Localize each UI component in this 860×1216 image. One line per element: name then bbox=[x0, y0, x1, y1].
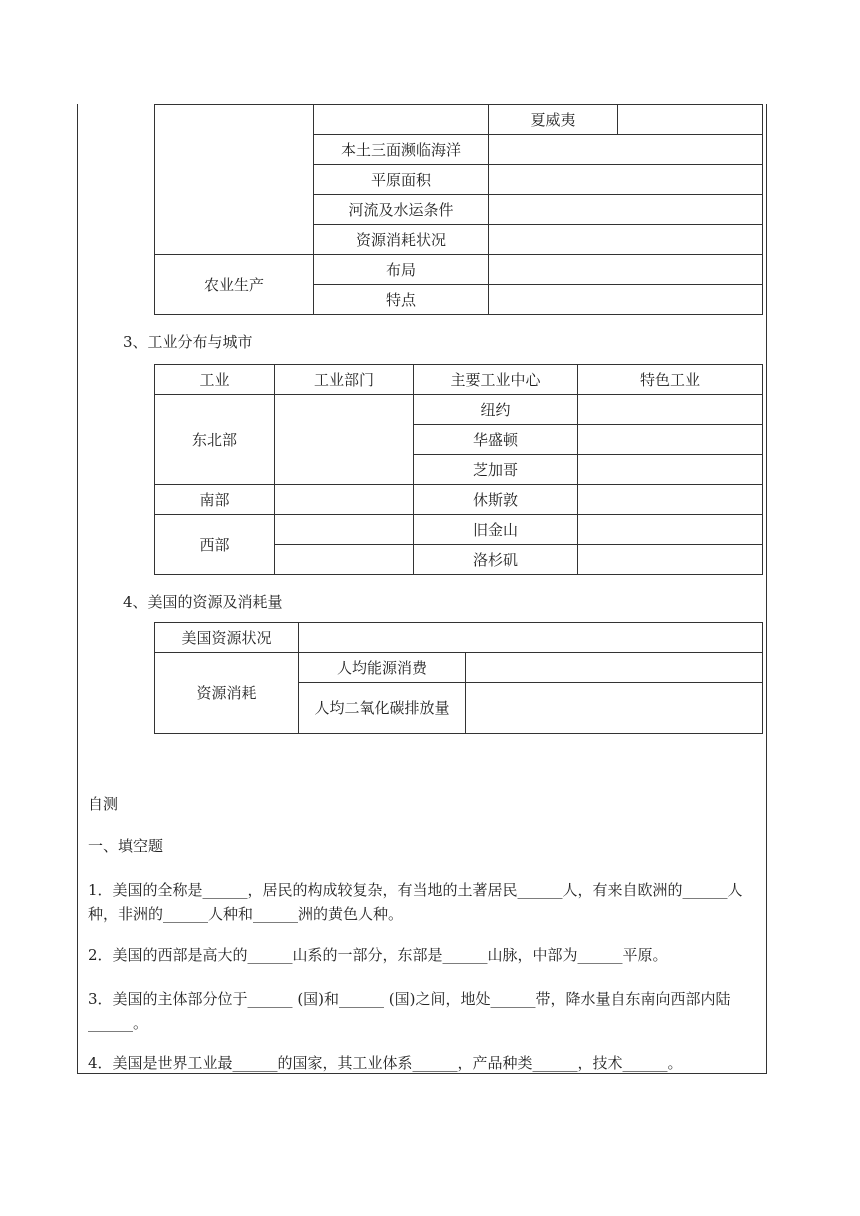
region-label: 东北部 bbox=[155, 395, 275, 485]
answer-cell[interactable] bbox=[489, 255, 763, 285]
fill-blank-heading: 一、填空题 bbox=[88, 837, 164, 855]
row-label: 河流及水运条件 bbox=[314, 195, 489, 225]
city-label: 洛杉矶 bbox=[414, 545, 578, 575]
answer-cell[interactable] bbox=[466, 683, 763, 734]
city-label: 纽约 bbox=[414, 395, 578, 425]
answer-cell[interactable] bbox=[275, 545, 414, 575]
answer-cell[interactable] bbox=[299, 623, 763, 653]
row-label: 人均能源消费 bbox=[299, 653, 466, 683]
answer-cell[interactable] bbox=[578, 395, 763, 425]
city-label: 休斯敦 bbox=[414, 485, 578, 515]
section-4-heading: 4、美国的资源及消耗量 bbox=[123, 593, 283, 611]
answer-cell[interactable] bbox=[275, 395, 414, 485]
table-header: 特色工业 bbox=[578, 365, 763, 395]
answer-cell[interactable] bbox=[275, 485, 414, 515]
answer-cell[interactable] bbox=[578, 425, 763, 455]
answer-cell[interactable] bbox=[489, 135, 763, 165]
answer-cell[interactable] bbox=[489, 195, 763, 225]
question-4: 4．美国是世界工业最______的国家，其工业体系______，产品种类______，技术______。 bbox=[88, 1054, 683, 1072]
answer-cell[interactable] bbox=[578, 485, 763, 515]
question-1: 1．美国的全称是______，居民的构成较复杂，有当地的土著居民______人，有来自欧洲的______人种，非洲的______人种和______洲的黄色人种。 bbox=[88, 881, 743, 923]
city-label: 芝加哥 bbox=[414, 455, 578, 485]
row-label: 平原面积 bbox=[314, 165, 489, 195]
answer-cell[interactable] bbox=[489, 225, 763, 255]
region-label: 西部 bbox=[155, 515, 275, 575]
question-2: 2．美国的西部是高大的______山系的一部分，东部是______山脉，中部为______平原。 bbox=[88, 946, 668, 964]
table-header: 工业 bbox=[155, 365, 275, 395]
question-3: 3．美国的主体部分位于______ (国)和______ (国)之间，地处______带，降水量自东南向西部内陆______。 bbox=[88, 990, 731, 1032]
answer-cell[interactable] bbox=[489, 285, 763, 315]
blank-category-cell bbox=[155, 105, 314, 255]
city-label: 旧金山 bbox=[414, 515, 578, 545]
answer-cell[interactable] bbox=[578, 545, 763, 575]
answer-cell[interactable] bbox=[466, 653, 763, 683]
answer-cell[interactable] bbox=[578, 515, 763, 545]
hawaii-label: 夏威夷 bbox=[489, 105, 618, 135]
blank-cell[interactable] bbox=[314, 105, 489, 135]
hawaii-answer-cell[interactable] bbox=[618, 105, 763, 135]
answer-cell[interactable] bbox=[578, 455, 763, 485]
row-label: 特点 bbox=[314, 285, 489, 315]
agriculture-label: 农业生产 bbox=[155, 255, 314, 315]
answer-cell[interactable] bbox=[275, 515, 414, 545]
resource-status-label: 美国资源状况 bbox=[155, 623, 299, 653]
row-label: 本土三面濒临海洋 bbox=[314, 135, 489, 165]
section-3-heading: 3、工业分布与城市 bbox=[123, 333, 253, 351]
consumption-label: 资源消耗 bbox=[155, 653, 299, 734]
resource-table bbox=[154, 622, 763, 734]
city-label: 华盛顿 bbox=[414, 425, 578, 455]
table-header: 主要工业中心 bbox=[414, 365, 578, 395]
row-label: 资源消耗状况 bbox=[314, 225, 489, 255]
answer-cell[interactable] bbox=[489, 165, 763, 195]
table-header: 工业部门 bbox=[275, 365, 414, 395]
selftest-title: 自测 bbox=[88, 795, 119, 813]
industry-table bbox=[154, 364, 763, 575]
geography-table bbox=[154, 104, 763, 315]
row-label: 布局 bbox=[314, 255, 489, 285]
row-label: 人均二氧化碳排放量 bbox=[299, 683, 466, 734]
region-label: 南部 bbox=[155, 485, 275, 515]
